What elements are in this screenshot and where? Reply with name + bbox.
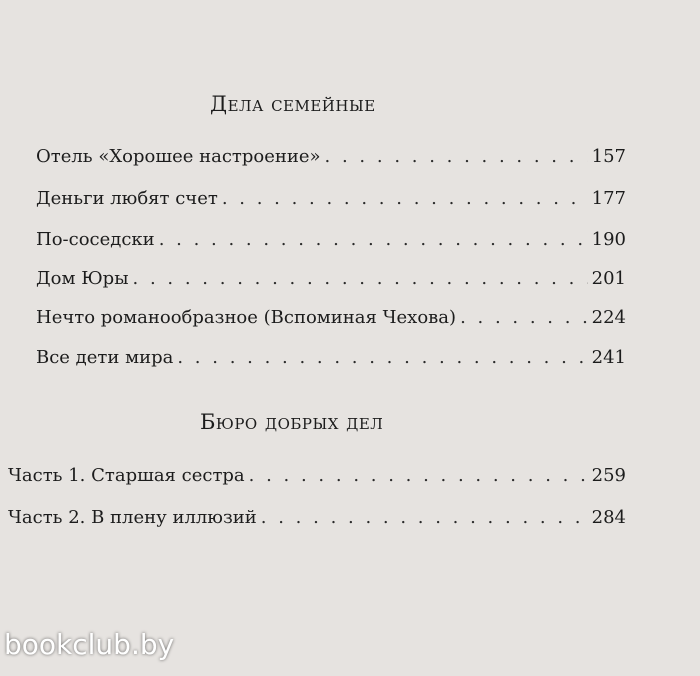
toc-entry-page: 177 [591,188,626,209]
toc-entry-page: 157 [591,146,626,167]
toc-entry-page: 284 [591,507,626,528]
leader-dots [249,465,588,486]
toc-entry-page: 224 [591,307,626,328]
toc-entry[interactable] [36,268,626,294]
leader-dots [133,268,588,289]
toc-entry-page: 190 [591,229,626,250]
leader-dots [177,347,587,368]
toc-entry[interactable] [36,188,626,214]
leader-dots [222,188,588,209]
toc-entry-title: Все дети мира [36,347,174,368]
watermark: bookclub.by [4,628,175,661]
toc-entry-title: Часть 1. Старшая сестра [8,465,245,486]
toc-entry-page: 201 [591,268,626,289]
leader-dots [159,229,588,250]
section-title-family-affairs: Дела семейные [210,92,376,116]
toc-entry[interactable] [8,465,626,491]
toc-entry-page: 241 [591,347,626,368]
toc-entry[interactable] [36,347,626,373]
leader-dots [261,507,588,528]
toc-entry-page: 259 [591,465,626,486]
toc-entry-title: Деньги любят счет [36,188,218,209]
leader-dots [460,307,588,328]
toc-entry-title: Нечто романообразное (Вспоминая Чехова) [36,307,457,328]
toc-entry[interactable] [36,229,626,255]
toc-entry-title: По-соседски [36,229,155,250]
leader-dots [325,146,588,167]
toc-entry-title: Отель «Хорошее настроение» [36,146,321,167]
section-title-good-deeds-bureau: Бюро добрых дел [200,410,384,434]
toc-entry-title: Часть 2. В плену иллюзий [8,507,257,528]
toc-entry[interactable] [36,307,626,333]
toc-entry[interactable] [8,507,626,533]
toc-entry-title: Дом Юры [36,268,129,289]
toc-entry[interactable] [36,146,626,172]
